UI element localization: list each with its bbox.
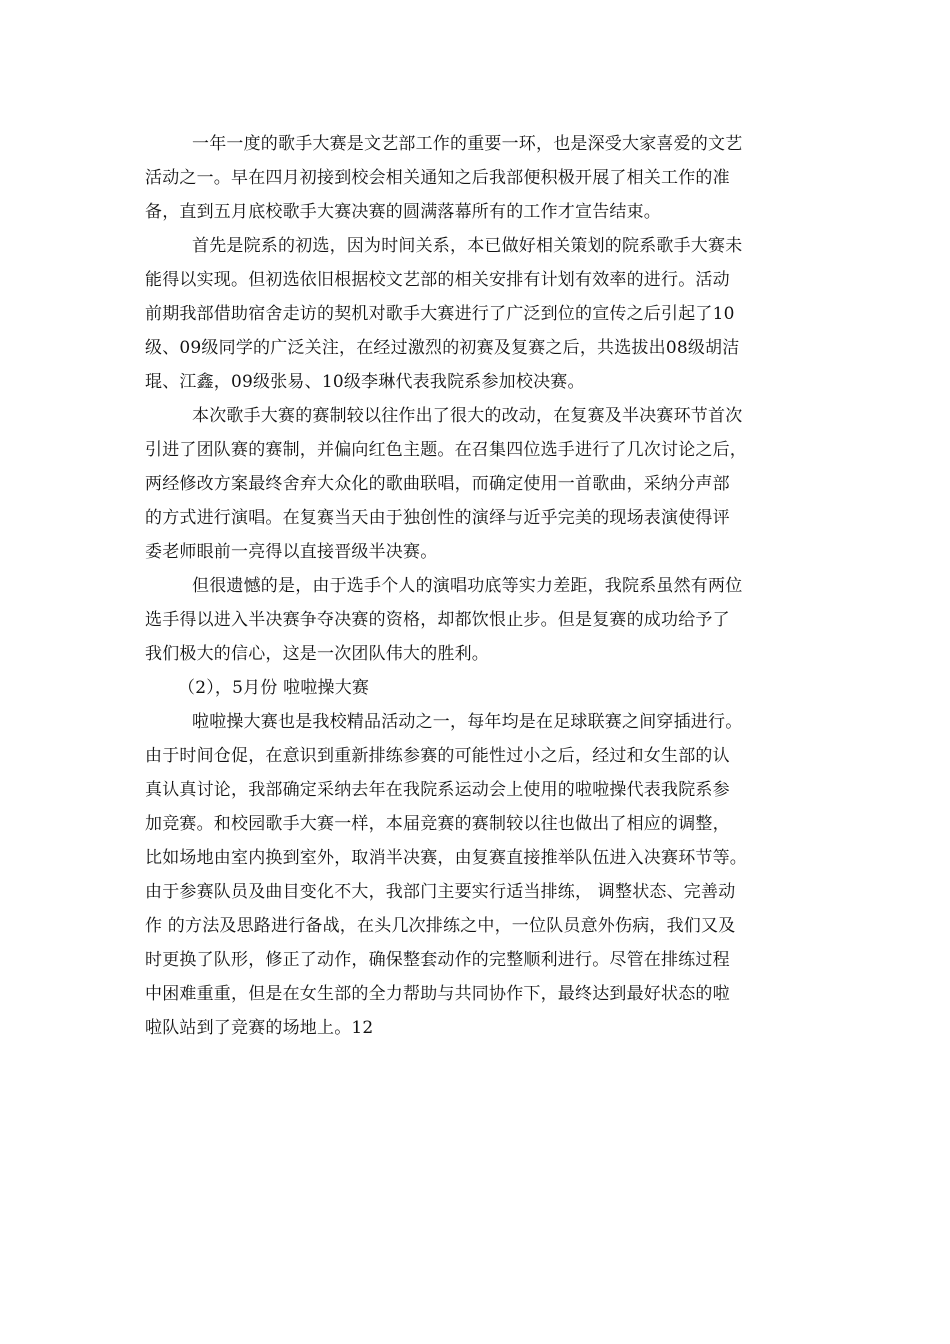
text-line: 中困难重重，但是在女生部的全力帮助与共同协作下，最终达到最好状态的啦 [145, 984, 730, 1004]
text-line: 时更换了队形，修正了动作，确保整套动作的完整顺利进行。尽管在排练过程 [145, 950, 730, 970]
paragraph [145, 399, 810, 569]
text-line: 比如场地由室内换到室外，取消半决赛，由复赛直接推举队伍进入决赛环节等。 [145, 848, 747, 868]
text-line: 真认真讨论，我部确定采纳去年在我院系运动会上使用的啦啦操代表我院系参 [145, 780, 730, 800]
text-line: 能得以实现。但初选依旧根据校文艺部的相关安排有计划有效率的进行。活动 [145, 270, 730, 290]
text-line: 但很遗憾的是，由于选手个人的演唱功底等实力差距，我院系虽然有两位 [192, 576, 743, 596]
text-line: 我们极大的信心，这是一次团队伟大的胜利。 [145, 644, 489, 664]
section-heading [145, 671, 810, 705]
text-line: 琨、江鑫，09级张易、10级李琳代表我院系参加校决赛。 [145, 372, 585, 392]
text-line: 啦队站到了竞赛的场地上。12 [145, 1018, 374, 1038]
text-line: 作 的方法及思路进行备战，在头几次排练之中，一位队员意外伤病，我们又及 [145, 916, 736, 936]
body-text [145, 127, 810, 1045]
text-line: 两经修改方案最终舍弃大众化的歌曲联唱，而确定使用一首歌曲，采纳分声部 [145, 474, 730, 494]
paragraph [145, 127, 810, 229]
text-line: 的方式进行演唱。在复赛当天由于独创性的演绎与近乎完美的现场表演使得评 [145, 508, 730, 528]
text-line: 备，直到五月底校歌手大赛决赛的圆满落幕所有的工作才宣告结束。 [145, 202, 661, 222]
text-line: 前期我部借助宿舍走访的契机对歌手大赛进行了广泛到位的宣传之后引起了10 [145, 304, 735, 324]
text-line: 本次歌手大赛的赛制较以往作出了很大的改动，在复赛及半决赛环节首次 [192, 406, 743, 426]
text-line: 加竞赛。和校园歌手大赛一样，本届竞赛的赛制较以往也做出了相应的调整， [145, 814, 730, 834]
text-line: 选手得以进入半决赛争夺决赛的资格，却都饮恨止步。但是复赛的成功给予了 [145, 610, 730, 630]
text-line: 活动之一。早在四月初接到校会相关通知之后我部便积极开展了相关工作的准 [145, 168, 730, 188]
text-line: 由于时间仓促，在意识到重新排练参赛的可能性过小之后，经过和女生部的认 [145, 746, 730, 766]
text-line: 级、09级同学的广泛关注，在经过激烈的初赛及复赛之后，共选拔出08级胡洁 [145, 338, 740, 358]
text-line: 首先是院系的初选，因为时间关系，本已做好相关策划的院系歌手大赛未 [192, 236, 743, 256]
text-line: 委老师眼前一亮得以直接晋级半决赛。 [145, 542, 438, 562]
text-line: 一年一度的歌手大赛是文艺部工作的重要一环，也是深受大家喜爱的文艺 [192, 134, 743, 154]
paragraph [145, 705, 810, 1045]
text-line: 引进了团队赛的赛制，并偏向红色主题。在召集四位选手进行了几次讨论之后， [145, 440, 747, 460]
text-line: （2），5月份 啦啦操大赛 [178, 678, 370, 698]
text-line: 由于参赛队员及曲目变化不大，我部门主要实行适当排练， 调整状态、完善动 [145, 882, 736, 902]
paragraph [145, 229, 810, 399]
paragraph [145, 569, 810, 671]
text-line: 啦啦操大赛也是我校精品活动之一，每年均是在足球联赛之间穿插进行。 [192, 712, 743, 732]
